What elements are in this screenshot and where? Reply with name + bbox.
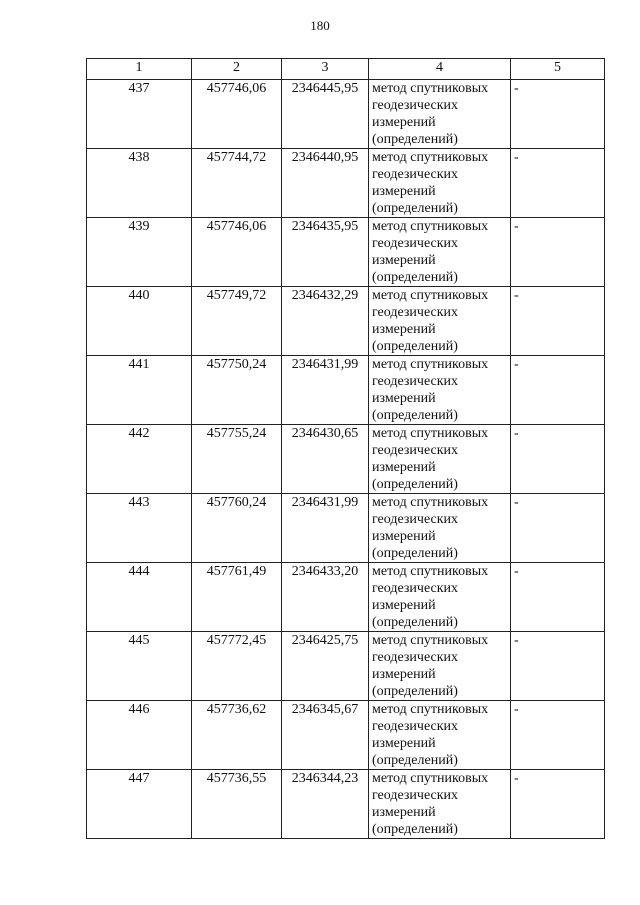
x-coordinate-cell: 457746,06	[192, 80, 282, 149]
table-row	[87, 80, 605, 149]
point-number-cell: 441	[87, 356, 192, 425]
table-row	[87, 770, 605, 839]
note-cell: -	[511, 149, 605, 218]
x-coordinate-cell: 457749,72	[192, 287, 282, 356]
method-cell: метод спутниковых геодезических измерений (определений)	[369, 149, 511, 218]
y-coordinate-cell: 2346431,99	[282, 494, 369, 563]
column-header-5: 5	[511, 59, 605, 80]
coordinates-table	[86, 58, 605, 839]
y-coordinate-cell: 2346344,23	[282, 770, 369, 839]
table-row	[87, 287, 605, 356]
table-row	[87, 356, 605, 425]
y-coordinate-cell: 2346435,95	[282, 218, 369, 287]
page-number: 180	[310, 18, 330, 33]
table-row	[87, 218, 605, 287]
y-coordinate-cell: 2346425,75	[282, 632, 369, 701]
method-cell: метод спутниковых геодезических измерений (определений)	[369, 425, 511, 494]
table-row	[87, 563, 605, 632]
table-row	[87, 425, 605, 494]
y-coordinate-cell: 2346432,29	[282, 287, 369, 356]
note-cell: -	[511, 356, 605, 425]
note-cell: -	[511, 425, 605, 494]
point-number-cell: 443	[87, 494, 192, 563]
y-coordinate-cell: 2346431,99	[282, 356, 369, 425]
point-number-cell: 438	[87, 149, 192, 218]
x-coordinate-cell: 457761,49	[192, 563, 282, 632]
x-coordinate-cell: 457760,24	[192, 494, 282, 563]
method-cell: метод спутниковых геодезических измерений (определений)	[369, 701, 511, 770]
x-coordinate-cell: 457744,72	[192, 149, 282, 218]
x-coordinate-cell: 457750,24	[192, 356, 282, 425]
note-cell: -	[511, 632, 605, 701]
column-header-1: 1	[87, 59, 192, 80]
method-cell: метод спутниковых геодезических измерений (определений)	[369, 218, 511, 287]
point-number-cell: 445	[87, 632, 192, 701]
point-number-cell: 447	[87, 770, 192, 839]
table-row	[87, 701, 605, 770]
x-coordinate-cell: 457736,55	[192, 770, 282, 839]
x-coordinate-cell: 457755,24	[192, 425, 282, 494]
x-coordinate-cell: 457772,45	[192, 632, 282, 701]
note-cell: -	[511, 494, 605, 563]
method-cell: метод спутниковых геодезических измерений (определений)	[369, 563, 511, 632]
point-number-cell: 437	[87, 80, 192, 149]
point-number-cell: 446	[87, 701, 192, 770]
method-cell: метод спутниковых геодезических измерений (определений)	[369, 80, 511, 149]
method-cell: метод спутниковых геодезических измерений (определений)	[369, 287, 511, 356]
point-number-cell: 440	[87, 287, 192, 356]
x-coordinate-cell: 457746,06	[192, 218, 282, 287]
method-cell: метод спутниковых геодезических измерений (определений)	[369, 632, 511, 701]
point-number-cell: 439	[87, 218, 192, 287]
table-body	[87, 80, 605, 839]
x-coordinate-cell: 457736,62	[192, 701, 282, 770]
point-number-cell: 444	[87, 563, 192, 632]
table-row	[87, 494, 605, 563]
method-cell: метод спутниковых геодезических измерений (определений)	[369, 770, 511, 839]
table-header-row	[87, 59, 605, 80]
y-coordinate-cell: 2346433,20	[282, 563, 369, 632]
point-number-cell: 442	[87, 425, 192, 494]
table-row	[87, 149, 605, 218]
table-row	[87, 632, 605, 701]
method-cell: метод спутниковых геодезических измерений (определений)	[369, 494, 511, 563]
note-cell: -	[511, 563, 605, 632]
y-coordinate-cell: 2346430,65	[282, 425, 369, 494]
note-cell: -	[511, 701, 605, 770]
column-header-4: 4	[369, 59, 511, 80]
note-cell: -	[511, 287, 605, 356]
y-coordinate-cell: 2346445,95	[282, 80, 369, 149]
method-cell: метод спутниковых геодезических измерений (определений)	[369, 356, 511, 425]
note-cell: -	[511, 80, 605, 149]
y-coordinate-cell: 2346440,95	[282, 149, 369, 218]
y-coordinate-cell: 2346345,67	[282, 701, 369, 770]
note-cell: -	[511, 218, 605, 287]
note-cell: -	[511, 770, 605, 839]
column-header-3: 3	[282, 59, 369, 80]
column-header-2: 2	[192, 59, 282, 80]
